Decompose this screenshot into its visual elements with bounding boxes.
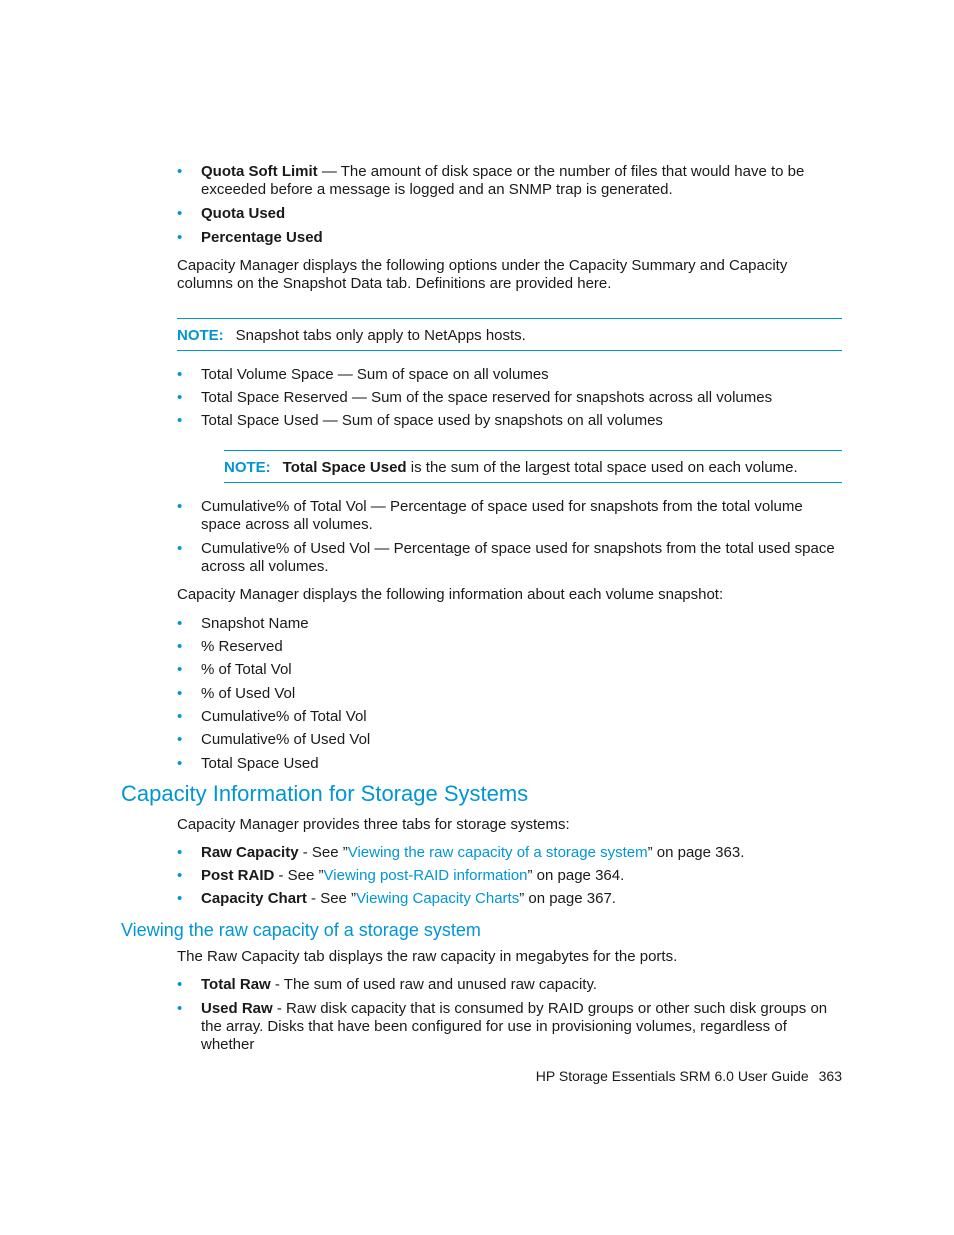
list-item <box>177 163 842 199</box>
list-item <box>177 661 842 679</box>
bullet-text: - See ” <box>298 844 348 861</box>
note-text: is the sum of the largest total space used on each volume. <box>406 459 798 476</box>
paragraph: The Raw Capacity tab displays the raw capacity in megabytes for the ports. <box>177 948 678 965</box>
bullet-text: ” on page 363. <box>647 844 745 861</box>
bullet-icon: • <box>177 976 183 993</box>
bullet-text: Total Space Used — Sum of space used by snapshots on all volumes <box>201 412 663 429</box>
list-item <box>177 1000 842 1054</box>
link-post-raid[interactable]: Viewing post-RAID information <box>323 867 528 884</box>
note-rule-top <box>224 450 842 451</box>
bullet-text: Total Space Used <box>201 755 319 772</box>
bullet-text: ” on page 364. <box>527 867 625 884</box>
list-item <box>177 731 842 749</box>
list-item <box>177 205 842 223</box>
bullet-icon: • <box>177 890 183 907</box>
bullet-desc: - The sum of used raw and unused raw capacity. <box>270 976 598 993</box>
list-item <box>177 229 842 247</box>
list-item <box>177 890 842 908</box>
list-item <box>177 976 842 994</box>
bullet-desc: — The amount of disk space or the number of files that would have to be exceeded before a message is logged and an SNMP trap is generated. <box>201 163 805 198</box>
bullet-icon: • <box>177 708 183 725</box>
bullet-icon: • <box>177 389 183 406</box>
list-item <box>177 867 842 885</box>
paragraph: Capacity Manager provides three tabs for storage systems: <box>177 816 570 833</box>
list-item <box>177 685 842 703</box>
bullet-icon: • <box>177 229 183 246</box>
bullet-text: % of Used Vol <box>201 685 296 702</box>
bullet-text: Total Volume Space — Sum of space on all volumes <box>201 366 549 383</box>
note <box>177 327 526 345</box>
bullet-icon: • <box>177 661 183 678</box>
bullet-icon: • <box>177 366 183 383</box>
bullet-icon: • <box>177 755 183 772</box>
note-label: NOTE: <box>224 459 271 476</box>
list-item <box>177 615 842 633</box>
bullet-icon: • <box>177 685 183 702</box>
bullet-term: Used Raw <box>201 1000 273 1017</box>
bullet-term: Quota Used <box>201 205 286 222</box>
note-rule-top <box>177 318 842 319</box>
link-capacity-charts[interactable]: Viewing Capacity Charts <box>356 890 520 907</box>
note-label: NOTE: <box>177 327 224 344</box>
bullet-term: Total Raw <box>201 976 271 993</box>
page-footer <box>536 1067 842 1085</box>
bullet-term: Post RAID <box>201 867 275 884</box>
note-rule-bottom <box>224 482 842 483</box>
bullet-text: - See ” <box>306 890 357 907</box>
list-item <box>177 755 842 773</box>
bullet-icon: • <box>177 163 183 180</box>
bullet-term: Percentage Used <box>201 229 323 246</box>
bullet-icon: • <box>177 867 183 884</box>
note <box>224 459 798 477</box>
bullet-text: ” on page 367. <box>519 890 616 907</box>
paragraph: Capacity Manager displays the following information about each volume snapshot: <box>177 586 724 603</box>
list-item <box>177 844 842 862</box>
subsection-heading: Viewing the raw capacity of a storage system <box>121 920 481 940</box>
note-text: Snapshot tabs only apply to NetApps hosts. <box>235 327 526 344</box>
footer-guide-title: HP Storage Essentials SRM 6.0 User Guide <box>535 1068 809 1084</box>
list-item <box>177 412 842 430</box>
link-raw-capacity[interactable]: Viewing the raw capacity of a storage system <box>347 844 648 861</box>
list-item <box>177 366 842 384</box>
section-heading: Capacity Information for Storage Systems <box>121 781 529 806</box>
bullet-text: Total Space Reserved — Sum of the space reserved for snapshots across all volumes <box>201 389 773 406</box>
page-number: 363 <box>818 1068 842 1084</box>
bullet-icon: • <box>177 412 183 429</box>
bullet-icon: • <box>177 205 183 222</box>
bullet-icon: • <box>177 1000 183 1017</box>
bullet-icon: • <box>177 615 183 632</box>
list-item <box>177 389 842 407</box>
note-term: Total Space Used <box>282 459 407 476</box>
list-item <box>177 638 842 656</box>
bullet-icon: • <box>177 638 183 655</box>
bullet-icon: • <box>177 844 183 861</box>
bullet-text: Cumulative% of Used Vol — Percentage of space used for snapshots from the total used space across all volumes. <box>201 540 835 575</box>
bullet-text: Snapshot Name <box>201 615 309 632</box>
note-rule-bottom <box>177 350 842 351</box>
bullet-text: - See ” <box>274 867 324 884</box>
bullet-desc: - Raw disk capacity that is consumed by RAID groups or other such disk groups on the array. Disks that have been configured for use in provisioning volumes, regardless of whether <box>201 1000 828 1053</box>
bullet-term: Raw Capacity <box>201 844 299 861</box>
list-item <box>177 540 842 576</box>
bullet-text: Cumulative% of Total Vol — Percentage of space used for snapshots from the total volume space across all volumes. <box>201 498 803 533</box>
bullet-icon: • <box>177 540 183 557</box>
bullet-term: Quota Soft Limit <box>201 163 318 180</box>
paragraph: Capacity Manager displays the following options under the Capacity Summary and Capacity columns on the Snapshot Data tab. Definitions are provided here. <box>177 257 788 292</box>
bullet-icon: • <box>177 731 183 748</box>
bullet-icon: • <box>177 498 183 515</box>
bullet-text: Cumulative% of Total Vol <box>201 708 367 725</box>
bullet-term: Capacity Chart <box>201 890 307 907</box>
bullet-text: % Reserved <box>201 638 283 655</box>
list-item <box>177 708 842 726</box>
list-item <box>177 498 842 534</box>
bullet-text: Cumulative% of Used Vol <box>201 731 371 748</box>
bullet-text: % of Total Vol <box>201 661 292 678</box>
